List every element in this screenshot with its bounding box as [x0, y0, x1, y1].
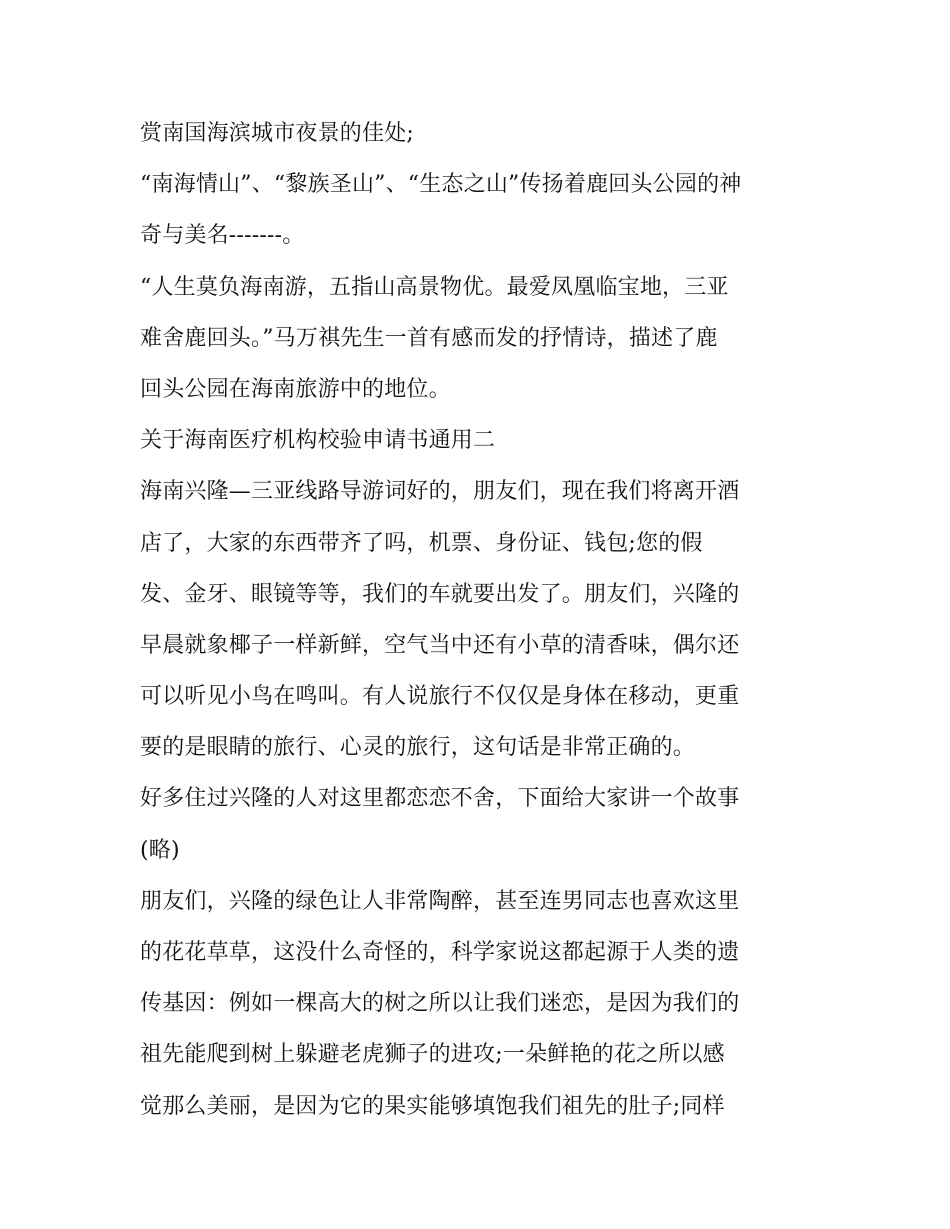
document-body [140, 108, 820, 1132]
text-line: 朋友们，兴隆的绿色让人非常陶醉，甚至连男同志也喜欢这里 [140, 888, 740, 914]
text-line: “南海情山”、“黎族圣山”、“生态之山”传扬着鹿回头公园的神 [140, 172, 742, 198]
text-line: 奇与美名-------。 [140, 223, 305, 249]
text-line: 祖先能爬到树上躲避老虎狮子的进攻;一朵鲜艳的花之所以感 [140, 1042, 725, 1068]
text-line: 赏南国海滨城市夜景的佳处; [140, 121, 415, 146]
text-line: 难舍鹿回头。”马万祺先生一首有感而发的抒情诗，描述了鹿 [140, 325, 718, 351]
text-line: 发、金牙、眼镜等等，我们的车就要出发了。朋友们，兴隆的 [140, 581, 740, 607]
text-line: 的花花草草，这没什么奇怪的，科学家说这都起源于人类的遗 [140, 940, 740, 965]
text-line: 可以听见小鸟在鸣叫。有人说旅行不仅仅是身体在移动，更重 [140, 684, 740, 710]
text-line: “人生莫负海南游，五指山高景物优。最爱凤凰临宝地，三亚 [140, 274, 729, 300]
text-line: 海南兴隆—三亚线路导游词好的，朋友们，现在我们将离开酒 [140, 479, 740, 505]
text-line: 传基因：例如一棵高大的树之所以让我们迷恋，是因为我们的 [140, 991, 740, 1017]
text-line: 回头公园在海南旅游中的地位。 [140, 376, 451, 402]
text-line: (略) [140, 837, 180, 863]
text-line: 店了，大家的东西带齐了吗，机票、身份证、钱包;您的假 [140, 530, 703, 556]
text-line: 好多住过兴隆的人对这里都恋恋不舍，下面给大家讲一个故事 [140, 786, 740, 812]
text-line: 要的是眼睛的旅行、心灵的旅行，这句话是非常正确的。 [140, 735, 696, 761]
section-heading: 关于海南医疗机构校验申请书通用二 [140, 428, 496, 454]
text-line: 早晨就象椰子一样新鲜，空气当中还有小草的清香味，偶尔还 [140, 632, 740, 658]
text-line: 觉那么美丽，是因为它的果实能够填饱我们祖先的肚子;同样 [140, 1093, 725, 1119]
